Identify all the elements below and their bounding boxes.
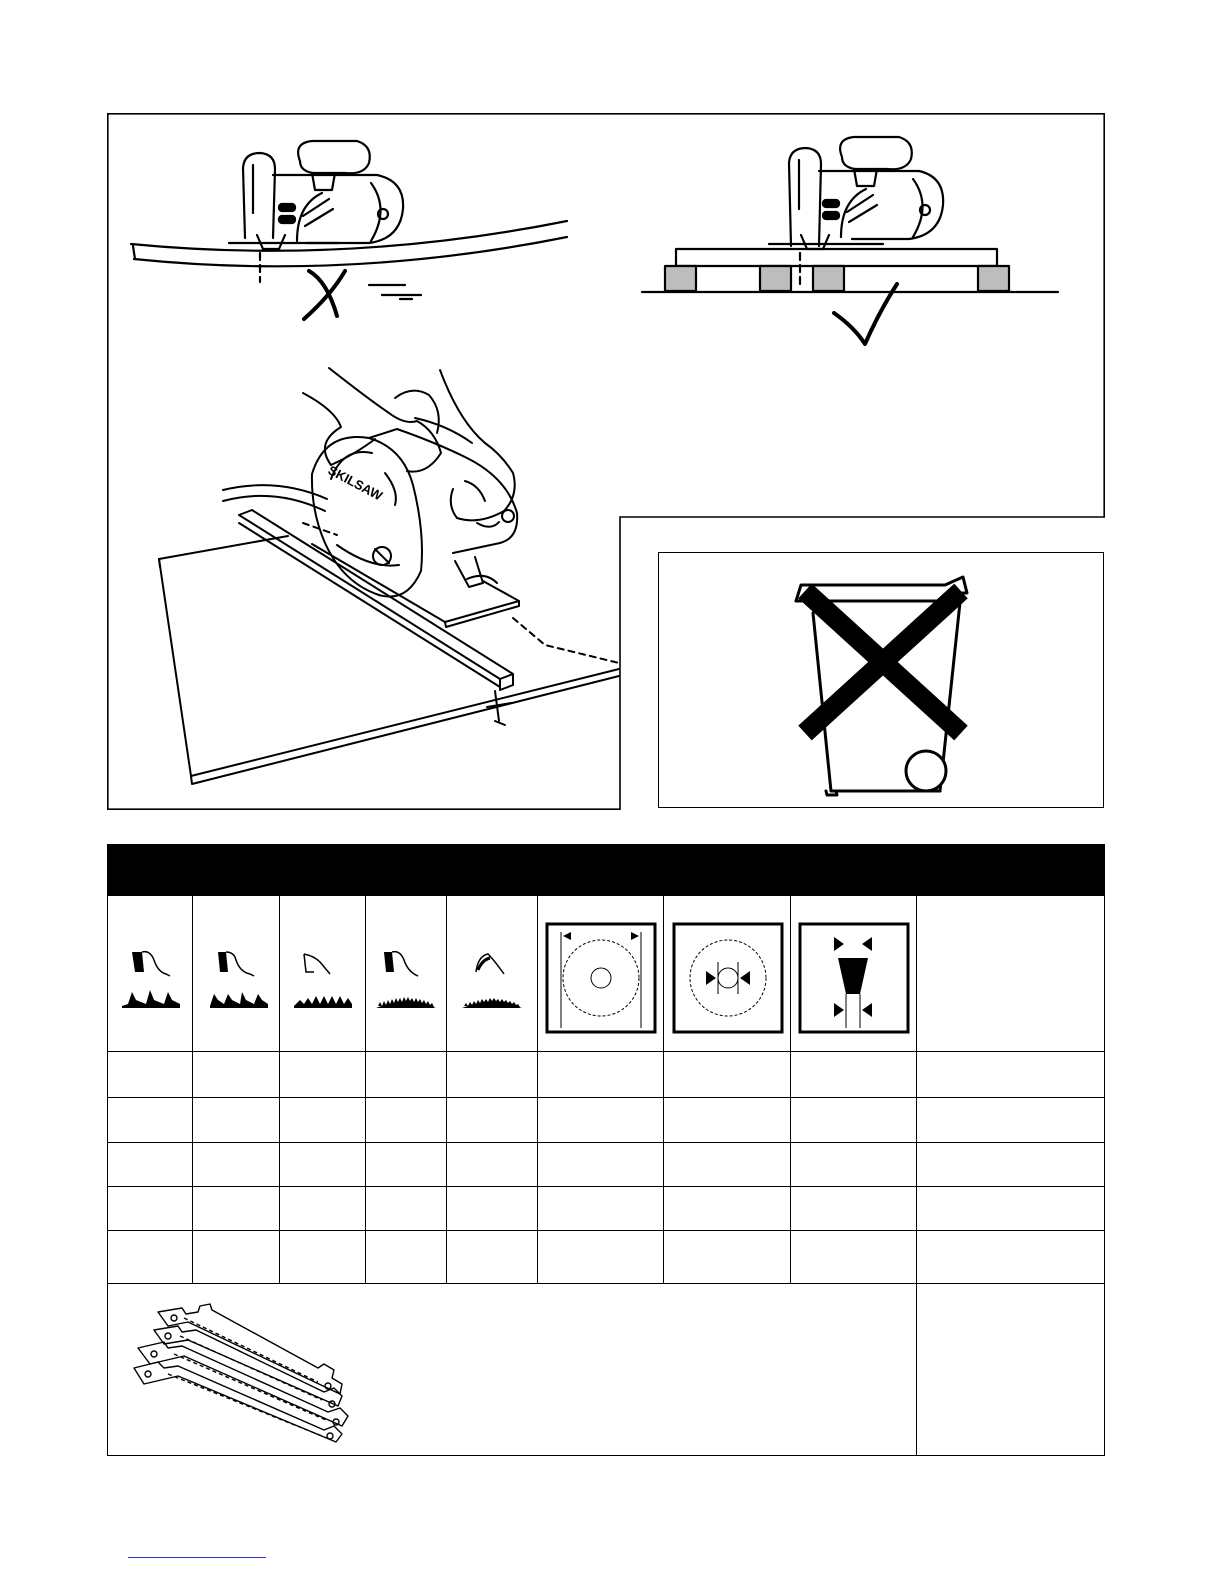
blade-diameter-icon xyxy=(545,922,657,1034)
column-divider xyxy=(790,896,791,1283)
saw-with-guide-rail xyxy=(159,368,619,784)
table-cell xyxy=(108,1052,192,1097)
guide-rail-set-icon xyxy=(128,1294,358,1444)
bore-diameter-icon xyxy=(672,922,784,1034)
brand-label: SKILSAW xyxy=(325,462,385,504)
table-cell xyxy=(916,1052,1104,1097)
table-cell xyxy=(916,1187,1104,1230)
coarse-tooth-rip-icon xyxy=(120,946,184,1012)
table-cell xyxy=(108,1143,192,1186)
column-divider xyxy=(446,896,447,1283)
kerf-thickness-icon xyxy=(798,922,910,1034)
saw-on-supported-board xyxy=(642,137,1058,344)
table-cell xyxy=(108,1231,192,1283)
table-cell xyxy=(108,1187,192,1230)
table-cell xyxy=(916,1098,1104,1142)
combination-tooth-icon xyxy=(208,946,272,1012)
accessory-article-cell xyxy=(916,1284,1104,1454)
table-cell xyxy=(916,1231,1104,1283)
column-divider xyxy=(537,896,538,1283)
column-divider xyxy=(279,896,280,1283)
column-divider xyxy=(192,896,193,1283)
table-cell xyxy=(108,1098,192,1142)
saw-on-unsupported-board xyxy=(131,141,567,319)
disposal-symbol-frame xyxy=(658,552,1104,808)
footer-link[interactable] xyxy=(128,1557,266,1558)
fine-finish-tooth-icon xyxy=(460,946,524,1012)
fine-tooth-icon xyxy=(292,946,356,1012)
crossed-out-wheelie-bin-icon xyxy=(659,553,1105,809)
column-divider xyxy=(365,896,366,1283)
table-header-bar xyxy=(107,844,1105,896)
saw-blade-table xyxy=(107,896,1105,1456)
table-cell xyxy=(916,1143,1104,1186)
column-divider xyxy=(663,896,664,1283)
plywood-tooth-icon xyxy=(374,946,438,1012)
